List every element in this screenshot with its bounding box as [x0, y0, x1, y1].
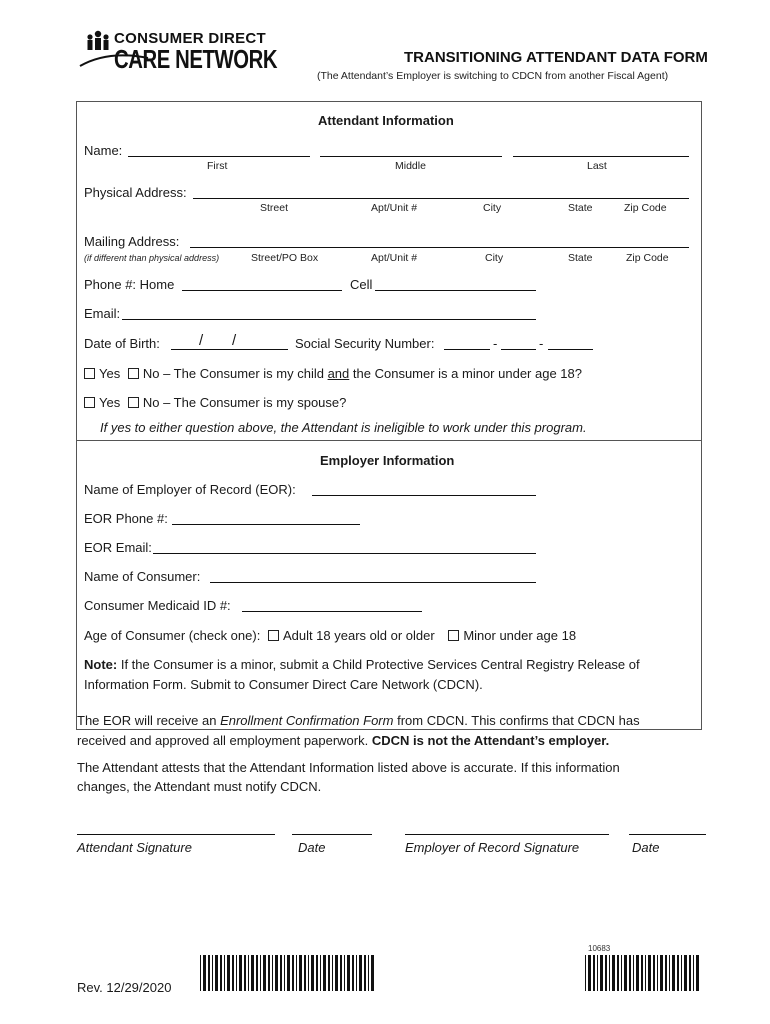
eor-name-field[interactable] — [312, 495, 536, 496]
minor-note-line2: Information Form. Submit to Consumer Direct Care Network (CDCN). — [84, 677, 483, 692]
p1-c: received and approved all employment paperwork. — [77, 733, 369, 748]
zip-caption: Zip Code — [624, 202, 667, 214]
street-caption: Street — [260, 202, 289, 214]
name-label: Name: — [84, 143, 123, 158]
ssn-field-1[interactable] — [444, 349, 490, 350]
spouse-no-checkbox[interactable] — [128, 397, 139, 408]
ssn-dash-1: - — [493, 336, 498, 351]
cell-label: Cell — [350, 277, 373, 292]
barcode-left — [200, 955, 375, 991]
eor-phone-field[interactable] — [172, 524, 360, 525]
p1-bold: CDCN is not the Attendant’s employer. — [371, 733, 610, 748]
spouse-no-label: No – The Consumer is my spouse? — [142, 395, 347, 410]
eor-phone-label: EOR Phone #: — [84, 511, 168, 526]
child-minor-question — [84, 366, 582, 381]
state-caption: State — [568, 202, 593, 214]
adult-checkbox[interactable] — [268, 630, 279, 641]
spouse-yes-checkbox[interactable] — [84, 397, 95, 408]
ssn-field-3[interactable] — [548, 349, 593, 350]
child-question-rest: the Consumer is a minor under age 18? — [352, 366, 582, 381]
mailing-note: (if different than physical address) — [84, 253, 220, 263]
attendant-signature-caption: Attendant Signature — [77, 840, 192, 855]
consumer-name-field[interactable] — [210, 582, 536, 583]
middle-name-field[interactable] — [320, 156, 502, 157]
eor-signature-caption: Employer of Record Signature — [405, 840, 580, 855]
child-yes-label: Yes — [99, 366, 121, 381]
minor-note-line1 — [84, 657, 640, 672]
eor-email-label: EOR Email: — [84, 540, 152, 555]
logo-text-bottom: CARE NETWORK — [114, 44, 278, 74]
attendant-signature-line[interactable] — [77, 834, 275, 835]
form-number: 10683 — [588, 944, 611, 953]
ssn-label: Social Security Number: — [295, 336, 435, 351]
form-subtitle: (The Attendant’s Employer is switching to CDCN from another Fiscal Agent) — [317, 70, 669, 82]
ineligible-note: If yes to either question above, the Attendant is ineligible to work under this program. — [100, 420, 587, 435]
attest-para-line1: The Attendant attests that the Attendant Information listed above is accurate. If this information — [77, 760, 620, 775]
middle-caption: Middle — [395, 160, 426, 172]
logo — [78, 28, 278, 78]
mailing-address-label: Mailing Address: — [84, 234, 180, 249]
eor-email-field[interactable] — [153, 553, 536, 554]
zip-caption-2: Zip Code — [626, 252, 669, 264]
section-divider — [76, 440, 702, 441]
eor-date-line[interactable] — [629, 834, 706, 835]
phone-home-label: Phone #: Home — [84, 277, 175, 292]
dob-field[interactable] — [171, 349, 288, 350]
physical-address-field[interactable] — [193, 198, 689, 199]
eor-name-label: Name of Employer of Record (EOR): — [84, 482, 296, 497]
ssn-field-2[interactable] — [501, 349, 536, 350]
minor-option-label: Minor under age 18 — [463, 628, 577, 643]
ssn-dash-2: - — [539, 336, 544, 351]
note-text-1: If the Consumer is a minor, submit a Child Protective Services Central Registry Release of — [120, 657, 640, 672]
employer-section-title: Employer Information — [320, 453, 455, 468]
logo-text-top: CONSUMER DIRECT — [114, 30, 267, 47]
eor-signature-line[interactable] — [405, 834, 609, 835]
dob-slash-2: / — [232, 332, 237, 349]
attest-para-line2: changes, the Attendant must notify CDCN. — [77, 779, 322, 794]
attendant-section-title: Attendant Information — [318, 113, 454, 128]
email-field[interactable] — [122, 319, 536, 320]
p1-a: The EOR will receive an — [77, 713, 217, 728]
medicaid-id-label: Consumer Medicaid ID #: — [84, 598, 231, 613]
child-no-checkbox[interactable] — [128, 368, 139, 379]
medicaid-id-field[interactable] — [242, 611, 422, 612]
p1-b: from CDCN. This confirms that CDCN has — [397, 713, 640, 728]
p1-italic: Enrollment Confirmation Form — [220, 713, 394, 728]
enrollment-para-line1 — [77, 713, 640, 728]
last-caption: Last — [587, 160, 607, 172]
street-po-caption: Street/PO Box — [251, 252, 319, 264]
apt-caption-2: Apt/Unit # — [371, 252, 418, 264]
attendant-date-line[interactable] — [292, 834, 372, 835]
email-label: Email: — [84, 306, 121, 321]
last-name-field[interactable] — [513, 156, 689, 157]
minor-checkbox[interactable] — [448, 630, 459, 641]
state-caption-2: State — [568, 252, 593, 264]
cell-field[interactable] — [375, 290, 536, 291]
dob-slash-1: / — [199, 332, 204, 349]
mailing-address-field[interactable] — [190, 247, 689, 248]
first-caption: First — [207, 160, 228, 172]
child-yes-checkbox[interactable] — [84, 368, 95, 379]
eor-date-caption: Date — [632, 840, 660, 855]
dob-label: Date of Birth: — [84, 336, 160, 351]
phone-home-field[interactable] — [182, 290, 342, 291]
enrollment-para-line2 — [77, 733, 609, 748]
note-bold: Note: — [84, 657, 118, 672]
city-caption-2: City — [485, 252, 504, 264]
consumer-age-row — [84, 628, 576, 643]
child-no-label: No – The Consumer is my child — [142, 366, 324, 381]
attendant-date-caption: Date — [298, 840, 326, 855]
age-label: Age of Consumer (check one): — [84, 628, 261, 643]
physical-address-label: Physical Address: — [84, 185, 187, 200]
city-caption: City — [483, 202, 502, 214]
form-title: TRANSITIONING ATTENDANT DATA FORM — [404, 49, 708, 66]
spouse-question — [84, 395, 346, 410]
apt-caption: Apt/Unit # — [371, 202, 418, 214]
child-and-text: and — [327, 366, 350, 381]
revision-date: Rev. 12/29/2020 — [77, 980, 172, 995]
adult-option-label: Adult 18 years old or older — [282, 628, 435, 643]
first-name-field[interactable] — [128, 156, 310, 157]
consumer-name-label: Name of Consumer: — [84, 569, 201, 584]
spouse-yes-label: Yes — [99, 395, 121, 410]
barcode-right — [585, 955, 701, 991]
